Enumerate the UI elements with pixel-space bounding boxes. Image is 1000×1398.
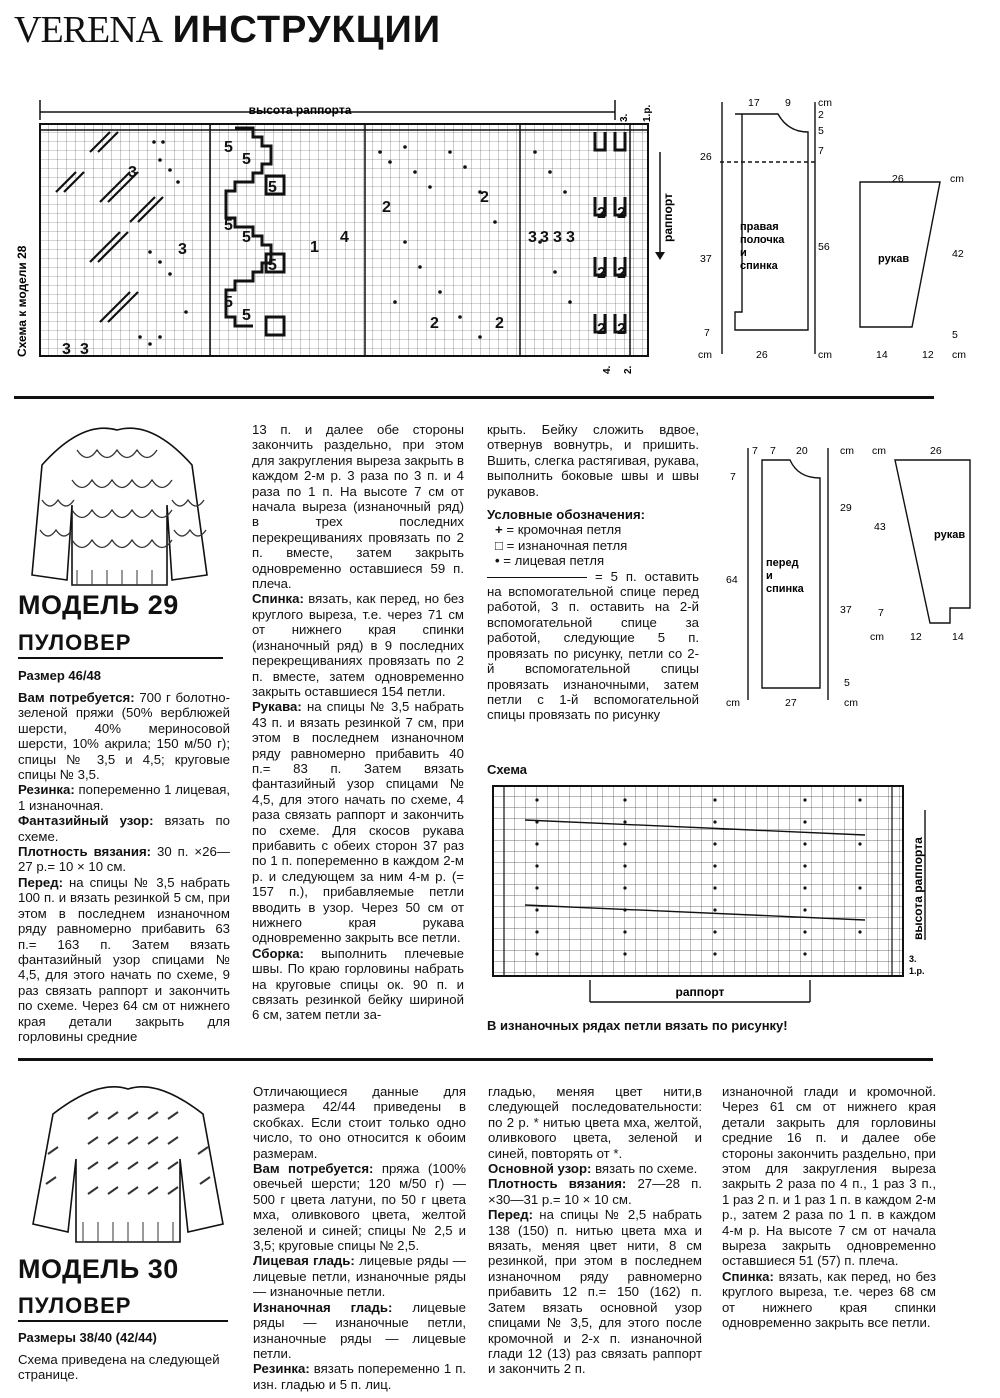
paragraph: Изнаночная гладь: лицевые ряды — изнаночные петли, изнаночные ряды — лицевые петли. xyxy=(253,1299,466,1361)
dim: 64 xyxy=(726,574,738,586)
shelf-label: правая xyxy=(740,221,779,233)
chart28-row-mark: 1.р. xyxy=(642,104,653,122)
body-label: спинка xyxy=(766,583,804,595)
chart28-digit: 5 xyxy=(242,229,251,246)
chart28-digit: 2 xyxy=(597,321,606,338)
chart28-digit: 4 xyxy=(340,229,349,246)
paragraph: Резинка: вязать попеременно 1 п. изн. гладью и 5 п. лиц. xyxy=(253,1361,466,1392)
dim: 26 xyxy=(930,445,942,457)
chart28-digit: 5 xyxy=(268,257,277,274)
section-divider xyxy=(14,396,934,399)
sleeve-label: рукав xyxy=(934,529,966,541)
legend-title: Условные обозначения: xyxy=(487,507,646,523)
cross-symbol xyxy=(487,577,587,578)
chart28-digit: 2 xyxy=(617,265,626,282)
dim: 7 xyxy=(878,607,884,619)
model-29-col3 xyxy=(487,422,699,723)
dim: 12 xyxy=(922,349,934,361)
dim: 2 xyxy=(818,109,824,121)
paragraph: Резинка: попеременно 1 лицевая, 1 изнаночная. xyxy=(18,782,230,813)
legend-item: • = лицевая петля xyxy=(495,553,605,569)
chart28-side-label: Схема к модели 28 xyxy=(15,245,29,357)
dim: 29 xyxy=(840,502,852,514)
schema-rapport-label: раппорт xyxy=(675,985,725,999)
legend-item: □ = изнаночная петля xyxy=(495,537,628,553)
chart28-digit: 3 xyxy=(128,164,137,181)
schema-note: В изнаночных рядах петли вязать по рисунку! xyxy=(487,1018,788,1033)
dim-unit: cm xyxy=(870,631,884,643)
chart28-digit: 5 xyxy=(242,307,251,324)
section-divider xyxy=(18,1058,933,1061)
body-label: перед xyxy=(766,557,799,569)
model-29-col2 xyxy=(252,422,464,1023)
chart28-top-label: высота раппорта xyxy=(248,103,352,117)
paragraph: крыть. Бейку сложить вдвое, отвернув вовнутрь, и пришить. Вшить, слегка растягивая, рукава, выполнить боковые швы и швы рукавов. xyxy=(487,422,699,499)
chart28-rapport-label: раппорт xyxy=(661,193,675,242)
schematic-model-29 xyxy=(720,438,995,713)
paragraph: Отличающиеся данные для размера 42/44 приведены в скобках. Если стоит только одно число, то оно относится к обоим размерам. xyxy=(253,1084,466,1161)
paragraph: Спинка: вязать, как перед, но без круглого выреза, т.е. через 71 см от нижнего края спинки (изнаночный ряд) в 9 последних перекрещиваниях провязать по 2 п. вместе, затем одновременно закрыть оставшиеся 154 петли. xyxy=(252,591,464,699)
page-header xyxy=(14,8,441,52)
paragraph: гладью, меняя цвет нити,в следующей последовательности: по 2 р. * нитью цвета мха, желтой, оливкового цвета, зеленой и синей, повторять от *. xyxy=(488,1084,702,1161)
dim-unit: cm xyxy=(952,349,966,361)
schema-chart-29 xyxy=(485,780,955,1010)
paragraph: Фантазийный узор: вязать по схеме. xyxy=(18,813,230,844)
chart28-digit: 2 xyxy=(495,315,504,332)
chart28-bottom-mark: 4. xyxy=(602,365,613,374)
dim: 7 xyxy=(704,327,710,339)
paragraph: Сборка: выполнить плечевые швы. По краю горловины набрать на круговые спицы ок. 90 п. и связать резинкой бейку шириной 6 см, затем петли за- xyxy=(252,945,464,1023)
paragraph: 13 п. и далее обе стороны закончить раздельно, при этом для закругления выреза закрыть в каждом 2-м р. 3 раза по 3 п. и 4 раза по 1 п. На высоте 7 см от начала выреза (изнаночный ряд) в трех последних перекрещиваниях провязать по 2 п. вместе, затем закрыть одновременно оставшиеся 59 п. плеча. xyxy=(252,422,464,592)
chart28-digit: 3 xyxy=(178,241,187,258)
dim-unit: cm xyxy=(818,349,832,361)
pullover-30-illustration xyxy=(28,1074,228,1254)
model-30-subtitle: ПУЛОВЕР xyxy=(18,1293,132,1318)
dim: 7 xyxy=(752,445,758,457)
model-30-col2 xyxy=(253,1084,466,1392)
dim: 12 xyxy=(910,631,922,643)
paragraph: Рукава: на спицы № 3,5 набрать 43 п. и вязать резинкой 7 см, при этом в последнем изнаночном ряду равномерно прибавить 40 п.= 83 п. Затем вязать фантазийный узор спицами № 4,5, для этого начать по схеме, 4 раза связать раппорт и закончить по схеме. Для скосов рукава прибавить с обеих сторон 37 раз по 1 п. попеременно в каждом 2-м р. и следующем за ним 4-м р. (= 157 п.), прибавляемые петли вводить в узор. Через 50 см от нижнего края рукава одновременно закрыть все петли. xyxy=(252,699,464,946)
chart28-digit: 5 xyxy=(224,217,233,234)
schema-row-mark: 1.р. xyxy=(909,966,925,976)
dim: 37 xyxy=(840,604,852,616)
model-29-col1 xyxy=(18,690,230,1044)
chart28-digit: 3 xyxy=(80,341,89,358)
dim: 9 xyxy=(785,97,791,109)
paragraph: Вам потребуется: 700 г болотно-зеленой пряжи (50% верблюжей шерсти, 40% мериносовой шерсти, 10% акрила; 150 м/50 г); спицы № 3,5 и 4,5; круговые спицы № 3,5. xyxy=(18,690,231,783)
dim-unit: cm xyxy=(950,173,964,185)
legend-item: + = кромочная петля xyxy=(495,522,622,538)
dim: 56 xyxy=(818,241,830,253)
paragraph: изнаночной глади и кромочной. Через 61 см от нижнего края детали закрыть для горловины средние 16 п. и далее обе стороны закончить раздельно, при этом для закругления выреза закрыть 2 раза по 4 п., 1 раз 3 п., 1 раз 2 п. и 1 раз 1 п. в каждом 2-м р., затем 2 раза по 1 п. в каждом 4-м р. На высоте 7 см от начала выреза закрыть одновременно оставшиеся 51 (57) п. плеча. xyxy=(722,1084,936,1269)
chart28-digit: 3 xyxy=(553,229,562,246)
schema-height-label: высота раппорта xyxy=(911,837,925,940)
dim-unit: cm xyxy=(818,97,832,109)
dim: 42 xyxy=(952,248,964,260)
chart28-digit: 5 xyxy=(224,139,233,156)
chart28-digit: 5 xyxy=(242,151,251,168)
schema-row-mark: 3. xyxy=(909,954,917,964)
title-underline xyxy=(18,657,223,659)
paragraph: Основной узор: вязать по схеме. xyxy=(488,1161,698,1177)
dim: 5 xyxy=(844,677,850,689)
paragraph: Перед: на спицы № 3,5 набрать 100 п. и вязать резинкой 5 см, при этом в последнем изнаночном ряду равномерно прибавить 63 п.= 163 п. Затем вязать фантазийный узор спицами № 4,5, для этого начать по схеме, 9 раз связать раппорт и закончить по схеме. Через 64 см от нижнего края детали закрыть для горловины средние xyxy=(18,874,230,1044)
model-30-size: Размеры 38/40 (42/44) xyxy=(18,1330,157,1345)
paragraph: Спинка: вязать, как перед, но без круглого выреза, т.е. через 68 см от нижнего края спинки одновременно закрыть все петли. xyxy=(722,1268,936,1331)
model-30-intro: Схема приведена на следующей странице. xyxy=(18,1352,220,1383)
chart28-row-mark: 3. xyxy=(619,113,630,122)
dim-unit: cm xyxy=(844,697,858,709)
chart28-digit: 2 xyxy=(597,205,606,222)
chart28-digit: 3 xyxy=(528,229,537,246)
pullover-29-illustration xyxy=(22,410,217,590)
shelf-label: спинка xyxy=(740,260,778,272)
dim: 7 xyxy=(818,145,824,157)
dim: 27 xyxy=(785,697,797,709)
chart28-digit: 2 xyxy=(430,315,439,332)
page-title: ИНСТРУКЦИИ xyxy=(172,9,442,51)
chart28-digit: 3 xyxy=(62,341,71,358)
paragraph: Перед: на спицы № 2,5 набрать 138 (150) п. нитью цвета мха и вязать, меняя цвет нити, 8 см резинкой, при этом в последнем изнаночном ряду равномерно прибавить 12 п.= 150 (162) п. Затем вязать основной узор спицами № 3,5, для этого после кромочной и 2-х п. изнаночной глади 12 (13) раз связать раппорт и закончить 2 п. xyxy=(488,1207,702,1377)
shelf-label: полочка xyxy=(740,234,785,246)
chart28-digit: 2 xyxy=(617,205,626,222)
chart-model-28 xyxy=(10,92,680,377)
chart28-digit: 2 xyxy=(480,189,489,206)
dim: 7 xyxy=(730,471,736,483)
dim: 20 xyxy=(796,445,808,457)
paragraph: Плотность вязания: 30 п. ×26—27 р.= 10 × 10 см. xyxy=(18,844,230,875)
chart28-digit: 2 xyxy=(617,321,626,338)
dim: 26 xyxy=(892,173,904,185)
paragraph: Плотность вязания: 27—28 п. ×30—31 р.= 10 × 10 см. xyxy=(488,1176,702,1207)
dim: 5 xyxy=(952,329,958,341)
model-29-title: МОДЕЛЬ 29 xyxy=(18,590,179,620)
body-label: и xyxy=(766,570,773,582)
schema-title: Схема xyxy=(487,762,528,777)
chart28-digit: 1 xyxy=(310,239,319,256)
paragraph: Вам потребуется: пряжа (100% овечьей шерсти; 120 м/50 г) — 500 г цвета латуни, по 50 г цвета мха, оливкового цвета, желтой зеленой и синей; спицы № 2,5 и 3,5; круговые спицы № 2,5. xyxy=(253,1161,466,1254)
dim: 43 xyxy=(874,521,886,533)
schematic-model-28 xyxy=(690,92,995,367)
model-29-size: Размер 46/48 xyxy=(18,668,101,683)
legend-cross-item: = 5 п. оставить на вспомогательной спице перед работой, 3 п. оставить на 2-й вспомогательной спице за работой, следующие 5 п. провязать по рисунку, петли со 2-й вспомогательной спицы провязать изнаночными, затем петли с 1-й вспомогательной спицы провязать по рисунку xyxy=(487,568,699,723)
model-29-subtitle: ПУЛОВЕР xyxy=(18,630,132,655)
dim: 26 xyxy=(756,349,768,361)
shelf-label: и xyxy=(740,247,747,259)
dim-unit: cm xyxy=(698,349,712,361)
model-30-title: МОДЕЛЬ 30 xyxy=(18,1254,179,1284)
dim: 5 xyxy=(818,125,824,137)
dim: 7 xyxy=(770,445,776,457)
chart28-digit: 5 xyxy=(268,179,277,196)
model-30-col3 xyxy=(488,1084,702,1377)
chart28-digit: 5 xyxy=(224,294,233,311)
dim-unit: cm xyxy=(726,697,740,709)
paragraph: Лицевая гладь: лицевые ряды — лицевые петли, изнаночные ряды — изнаночные петли. xyxy=(253,1253,466,1300)
dim-unit: cm xyxy=(872,445,886,457)
dim: 37 xyxy=(700,253,712,265)
chart28-digit: 2 xyxy=(597,265,606,282)
dim: 14 xyxy=(952,631,964,643)
dim: 17 xyxy=(748,97,760,109)
chart28-digit: 2 xyxy=(382,199,391,216)
dim: 26 xyxy=(700,151,712,163)
model-30-col4 xyxy=(722,1084,936,1331)
sleeve-label: рукав xyxy=(878,253,910,265)
dim: 14 xyxy=(876,349,888,361)
title-underline xyxy=(18,1320,228,1322)
chart28-bottom-mark: 2. xyxy=(623,365,634,374)
dim-unit: cm xyxy=(840,445,854,457)
chart28-digit: 3 xyxy=(540,229,549,246)
brand-logo: VERENA xyxy=(14,9,163,51)
chart28-digit: 3 xyxy=(566,229,575,246)
